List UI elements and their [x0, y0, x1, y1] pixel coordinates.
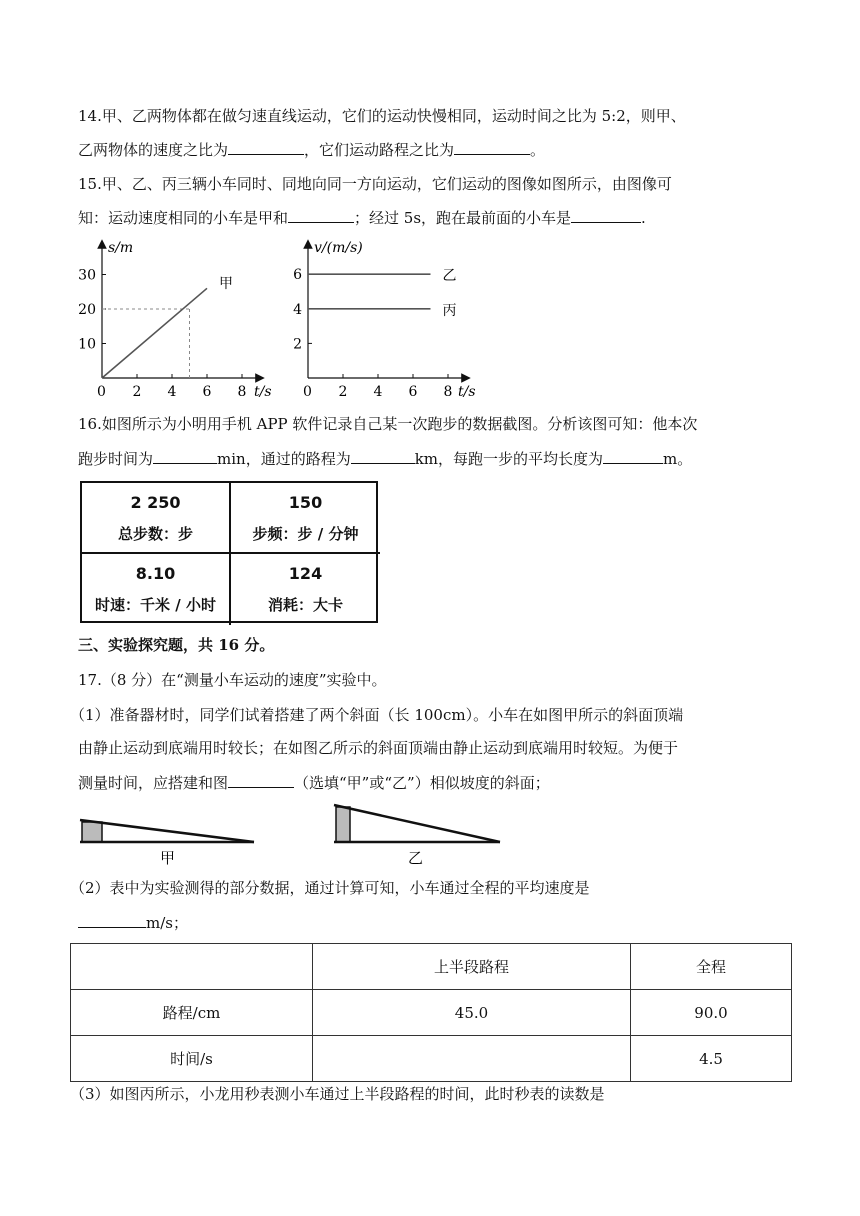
st-x-tick-label: 2 — [132, 384, 142, 400]
slope-diagrams — [78, 803, 518, 867]
q16-line-2 — [78, 449, 692, 469]
st-x-axis-label: t/s — [254, 384, 272, 400]
q14-line-1: 14.甲、乙两物体都在做匀速直线运动，它们的运动快慢相同，运动时间之比为 5:2，则甲、 — [78, 107, 686, 125]
st-y-axis-label: s/m — [108, 240, 134, 256]
slope-label-jia: 甲 — [160, 849, 176, 867]
q15-text-c: . — [641, 209, 646, 227]
q17-title: 17.（8 分）在“测量小车运动的速度”实验中。 — [78, 671, 387, 689]
vt-y-tick-label: 2 — [293, 336, 302, 353]
vt-series-label: 丙 — [442, 302, 457, 319]
table-cell[interactable] — [313, 1036, 631, 1082]
q15-blank-1[interactable] — [288, 208, 354, 223]
st-origin: 0 — [97, 384, 106, 400]
st-series-label: 甲 — [219, 276, 233, 292]
st-x-tick-label: 8 — [237, 384, 247, 400]
st-y-tick-label: 10 — [78, 336, 96, 353]
stat-total-steps — [82, 483, 231, 554]
q16-text-c: km，每跑一步的平均长度为 — [414, 450, 604, 468]
q14-text-a: 乙两物体的速度之比为 — [78, 141, 229, 159]
st-graph — [78, 238, 288, 403]
stat-label: 总步数：步 — [117, 525, 193, 543]
q17-part1-line-1: （1）准备器材时，同学们试着搭建了两个斜面（长 100cm）。小车在如图甲所示的斜面顶端 — [70, 706, 684, 724]
vt-graph — [293, 238, 496, 403]
st-x-tick-label: 4 — [167, 384, 177, 400]
stat-value: 2 250 — [130, 493, 181, 512]
vt-origin: 0 — [303, 384, 312, 400]
table-header-cell: 全程 — [631, 944, 792, 990]
vt-y-tick-label: 6 — [293, 267, 302, 284]
st-y-tick-label: 20 — [78, 302, 96, 318]
table-header-row — [71, 944, 792, 990]
q17-part2-line-2 — [78, 913, 188, 933]
stat-speed — [82, 554, 231, 625]
section-3-heading: 三、实验探究题，共 16 分。 — [78, 636, 275, 654]
vt-y-axis-label: v/(m/s) — [314, 240, 363, 256]
st-x-tick-label: 6 — [202, 384, 212, 400]
q14-blank-1[interactable] — [228, 140, 304, 155]
stat-calories — [231, 554, 380, 625]
q17-blank-1[interactable] — [228, 773, 294, 788]
q15-line-1: 15.甲、乙、丙三辆小车同时、同地向同一方向运动，它们运动的图像如图所示，由图像可 — [78, 175, 672, 193]
vt-y-tick-label: 4 — [293, 301, 302, 318]
q16-blank-1[interactable] — [153, 449, 217, 464]
table-cell: 时间/s — [71, 1036, 313, 1082]
table-cell: 路程/cm — [71, 990, 313, 1036]
table-header-cell — [71, 944, 313, 990]
q15-text-a: 知：运动速度相同的小车是甲和 — [78, 209, 289, 227]
q17-part2-line-1: （2）表中为实验测得的部分数据，通过计算可知，小车通过全程的平均速度是 — [70, 879, 590, 897]
st-series-line-jia — [102, 288, 207, 378]
slope-yi — [334, 805, 500, 867]
q15-blank-2[interactable] — [571, 208, 641, 223]
q16-blank-2[interactable] — [351, 449, 415, 464]
vt-x-tick-label: 6 — [408, 384, 418, 400]
data-table — [70, 943, 792, 1082]
stat-cadence — [231, 483, 380, 554]
table-cell: 4.5 — [631, 1036, 792, 1082]
stat-value: 150 — [288, 493, 323, 512]
q15-text-b: ；经过 5s，跑在最前面的小车是 — [354, 209, 572, 227]
q17-text-a: 测量时间，应搭建和图 — [78, 774, 229, 792]
q17-part3-line-1: （3）如图丙所示，小龙用秒表测小车通过上半段路程的时间，此时秒表的读数是 — [70, 1085, 605, 1103]
table-header-cell: 上半段路程 — [313, 944, 631, 990]
stat-label: 消耗：大卡 — [267, 596, 343, 614]
q17-part1-line-2: 由静止运动到底端用时较长；在如图乙所示的斜面顶端由静止运动到底端用时较短。为便于 — [78, 739, 679, 757]
q16-text-a: 跑步时间为 — [78, 450, 154, 468]
table-row — [71, 1036, 792, 1082]
slope-label-yi: 乙 — [408, 849, 424, 867]
st-y-tick-label: 30 — [78, 267, 96, 284]
vt-x-tick-label: 8 — [443, 384, 453, 400]
stat-value: 124 — [288, 564, 323, 583]
app-stats-panel — [80, 481, 378, 623]
q14-blank-2[interactable] — [454, 140, 530, 155]
q17-part1-line-3 — [78, 773, 550, 793]
q17-blank-2[interactable] — [78, 913, 146, 928]
q16-text-b: min，通过的路程为 — [217, 450, 351, 468]
q14-text-b: ，它们运动路程之比为 — [304, 141, 455, 159]
table-row — [71, 990, 792, 1036]
vt-x-tick-label: 4 — [373, 384, 383, 400]
q16-line-1: 16.如图所示为小明用手机 APP 软件记录自己某一次跑步的数据截图。分析该图可知：他本次 — [78, 415, 698, 433]
table-cell: 45.0 — [313, 990, 631, 1036]
q17-text-b: （选填“甲”或“乙”）相似坡度的斜面； — [294, 774, 550, 792]
stat-label: 时速：千米 / 小时 — [95, 596, 216, 614]
table-cell: 90.0 — [631, 990, 792, 1036]
stat-value: 8.10 — [135, 564, 176, 583]
q15-line-2 — [78, 208, 646, 228]
q16-blank-3[interactable] — [603, 449, 663, 464]
vt-x-tick-label: 2 — [338, 384, 348, 400]
slope-jia — [80, 820, 254, 867]
q14-line-2 — [78, 140, 545, 160]
vt-x-axis-label: t/s — [458, 384, 476, 400]
vt-series-label: 乙 — [442, 268, 457, 285]
q14-text-c: 。 — [530, 141, 546, 159]
q16-text-d: m。 — [663, 450, 693, 468]
q17-part2-unit: m/s； — [146, 914, 188, 932]
stat-label: 步频：步 / 分钟 — [252, 525, 359, 543]
